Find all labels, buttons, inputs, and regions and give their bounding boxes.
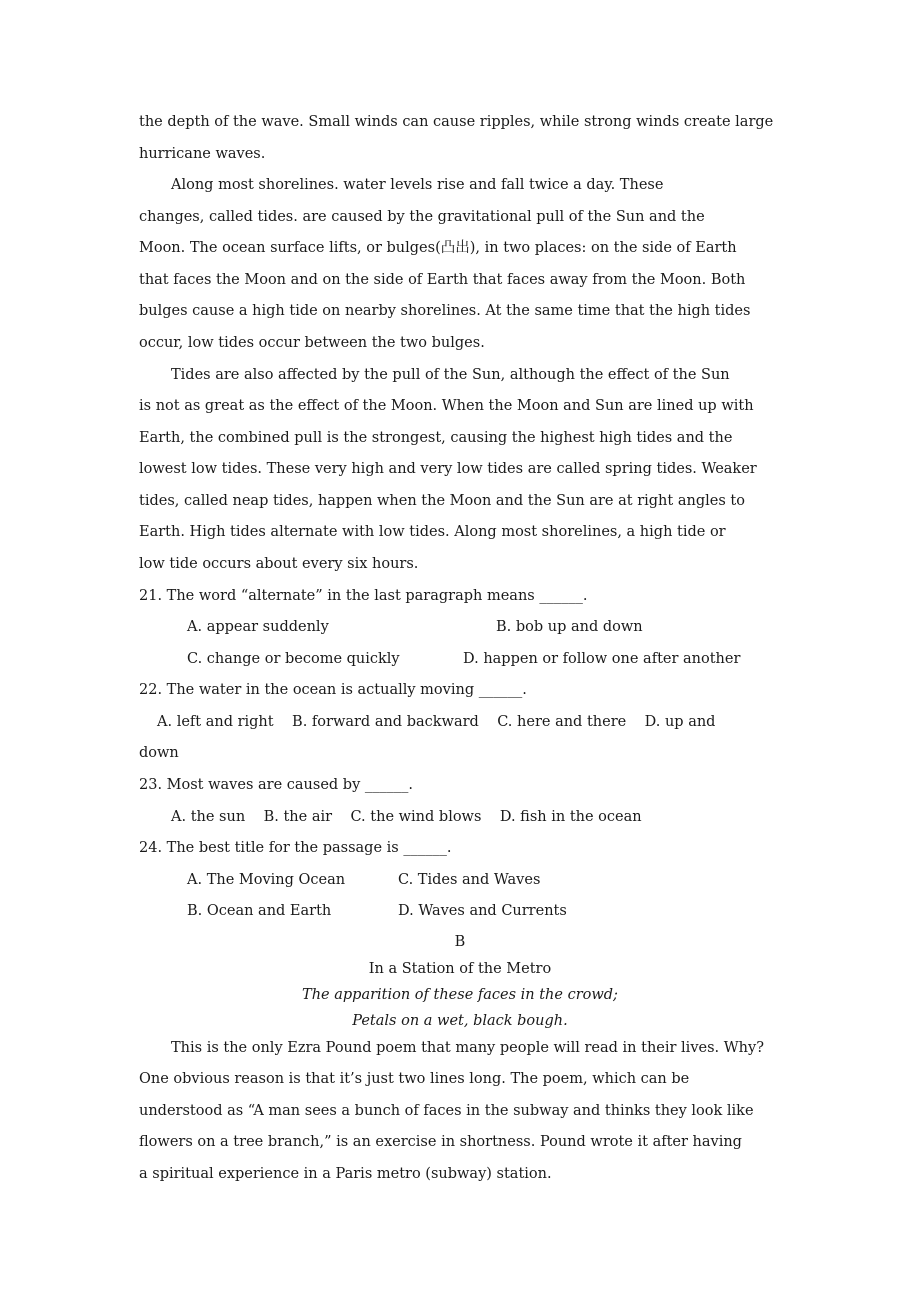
passage-line: that faces the Moon and on the side of Earth that faces away from the Moon. Both: [139, 272, 746, 288]
passage-line: is not as great as the effect of the Moon. When the Moon and Sun are lined up with: [139, 398, 754, 414]
passage-line: a spiritual experience in a Paris metro (subway) station.: [139, 1166, 552, 1182]
passage-line: changes, called tides. are caused by the gravitational pull of the Sun and the: [139, 209, 705, 225]
passage-line: tides, called neap tides, happen when the Moon and the Sun are at right angles to: [139, 493, 745, 509]
passage-line: Earth, the combined pull is the strongest, causing the highest high tides and the: [139, 430, 733, 446]
passage-line: Tides are also affected by the pull of the Sun, although the effect of the Sun: [171, 367, 730, 383]
passage-line: Earth. High tides alternate with low tides. Along most shorelines, a high tide or: [139, 524, 726, 540]
question-22-options-wrap: down: [139, 745, 179, 761]
passage-line: This is the only Ezra Pound poem that many people will read in their lives. Why?: [171, 1040, 764, 1056]
poem-line: Petals on a wet, black bough.: [352, 1013, 568, 1029]
question-21-stem: 21. The word “alternate” in the last paragraph means ______.: [139, 588, 588, 604]
section-label: B: [454, 934, 466, 950]
passage-line: understood as “A man sees a bunch of faces in the subway and thinks they look like: [139, 1103, 754, 1119]
question-23-options: A. the sun B. the air C. the wind blows D. fish in the ocean: [171, 809, 642, 825]
question-24-stem: 24. The best title for the passage is ______.: [139, 840, 452, 856]
passage-line: flowers on a tree branch,” is an exercise in shortness. Pound wrote it after having: [139, 1134, 742, 1150]
passage-line: the depth of the wave. Small winds can cause ripples, while strong winds create large: [139, 114, 774, 130]
question-21-option-b: B. bob up and down: [496, 619, 643, 635]
passage-line: hurricane waves.: [139, 146, 266, 162]
question-21-option-a: A. appear suddenly: [187, 619, 329, 635]
passage-line: low tide occurs about every six hours.: [139, 556, 419, 572]
question-21-option-d: D. happen or follow one after another: [463, 651, 741, 667]
question-24-option-c: C. Tides and Waves: [398, 872, 541, 888]
passage-line: lowest low tides. These very high and very low tides are called spring tides. Weaker: [139, 461, 757, 477]
question-21-option-c: C. change or become quickly: [187, 651, 400, 667]
passage-line: bulges cause a high tide on nearby shorelines. At the same time that the high tides: [139, 303, 751, 319]
passage-line: Moon. The ocean surface lifts, or bulges(凸出), in two places: on the side of Earth: [139, 240, 737, 256]
poem-line: The apparition of these faces in the crowd;: [302, 987, 618, 1003]
passage-line: occur, low tides occur between the two bulges.: [139, 335, 485, 351]
poem-title: In a Station of the Metro: [368, 961, 552, 977]
passage-line: Along most shorelines. water levels rise and fall twice a day. These: [171, 177, 664, 193]
question-22-stem: 22. The water in the ocean is actually moving ______.: [139, 682, 527, 698]
passage-line: One obvious reason is that it’s just two lines long. The poem, which can be: [139, 1071, 690, 1087]
question-24-option-b: B. Ocean and Earth: [187, 903, 332, 919]
question-22-options: A. left and right B. forward and backward C. here and there D. up and: [157, 714, 716, 730]
question-24-option-d: D. Waves and Currents: [398, 903, 567, 919]
question-24-option-a: A. The Moving Ocean: [187, 872, 346, 888]
question-23-stem: 23. Most waves are caused by ______.: [139, 777, 413, 793]
